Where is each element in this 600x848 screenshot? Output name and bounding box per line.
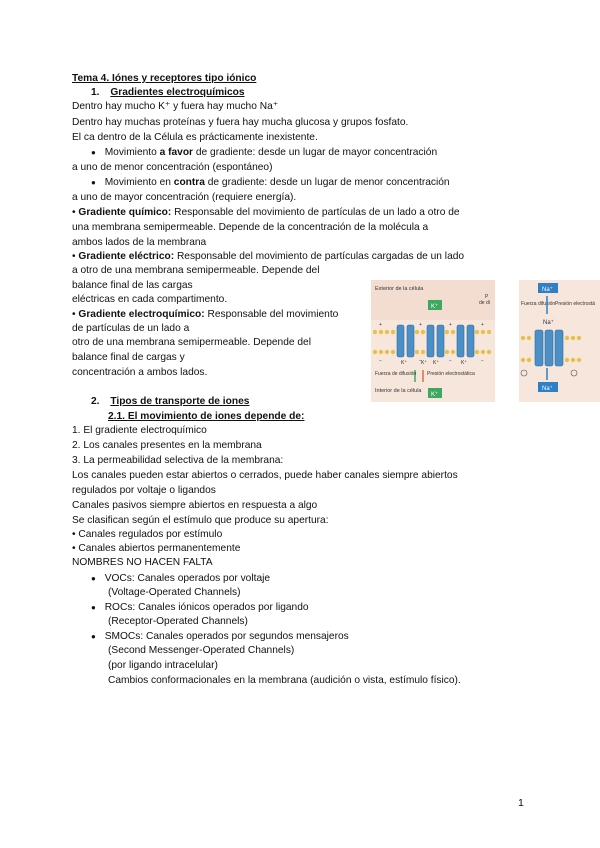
section-1-title: Gradientes electroquímicos [110, 87, 245, 98]
text-line: regulados por voltaje o ligandos [72, 485, 216, 496]
term-bold: Gradiente electroquímico: [78, 309, 205, 320]
text-line: (Voltage-Operated Channels) [108, 587, 241, 598]
text-line: balance final de cargas y [72, 352, 185, 363]
section-2-heading [91, 395, 249, 408]
label-interior: Interior de la célula [375, 388, 422, 394]
bullet-text-post: de gradiente: desde un lugar de menor concentración [204, 177, 450, 188]
gradient-electric [72, 250, 464, 263]
bullet-item [91, 146, 437, 159]
text-line: • Canales regulados por estímulo [72, 529, 223, 540]
svg-text:+: + [419, 322, 422, 328]
term-text: Responsable del movimiento [204, 309, 339, 320]
label-force-right: Fuerza difusión [521, 301, 556, 307]
page-number: 1 [518, 797, 524, 809]
text-line: ambos lados de la membrana [72, 237, 207, 248]
gradient-chemical [72, 206, 460, 219]
svg-text:+: + [481, 322, 484, 328]
bullet-glyph: ● [91, 148, 96, 157]
na-mid-label: Na⁺ [543, 320, 554, 326]
na-top-label: Na⁺ [542, 287, 553, 293]
svg-text:−: − [481, 358, 484, 364]
bullet-text: SMOCs: Canales operados por segundos mensajeros [104, 631, 349, 642]
text-line: Dentro hay muchas proteínas y fuera hay mucha glucosa y grupos fosfato. [72, 117, 409, 128]
bullet-text-post: de gradiente: desde un lugar de mayor concentración [193, 147, 438, 158]
bullet-text-pre: Movimiento en [104, 177, 174, 188]
na-channel [535, 330, 563, 366]
bullet-item [91, 572, 270, 585]
section-1-heading [91, 86, 245, 99]
bullet-glyph: ● [91, 574, 96, 583]
text-line: NOMBRES NO HACEN FALTA [72, 557, 213, 568]
bullet-item [91, 601, 309, 614]
text-line: a uno de menor concentración (espontáneo) [72, 162, 273, 173]
svg-text:K⁺: K⁺ [401, 360, 407, 366]
svg-text:+: + [449, 322, 452, 328]
bullet-glyph: ● [91, 178, 96, 187]
bullet-glyph: ● [91, 632, 96, 641]
label-pressure: Presión electrostática [427, 371, 475, 377]
svg-text:−: − [449, 358, 452, 364]
svg-text:K⁺: K⁺ [461, 360, 467, 366]
term-text: Responsable del movimiento de partículas de un lado a otro de [171, 207, 460, 218]
section-2-number: 2. [91, 396, 100, 407]
text-line: a otro de una membrana semipermeable. Depende del [72, 265, 320, 276]
text-line: Los canales pueden estar abiertos o cerrados, puede haber canales siempre abiertos [72, 470, 458, 481]
section-1-number: 1. [91, 87, 100, 98]
text-line: Canales pasivos siempre abiertos en respuesta a algo [72, 500, 318, 511]
label-force: Fuerza de difusión [375, 371, 417, 377]
label-exterior: Exterior de la célula [375, 286, 424, 292]
text-line: concentración a ambos lados. [72, 367, 208, 378]
text-line: Cambios conformacionales en la membrana (audición o vista, estímulo físico). [108, 675, 461, 686]
bullet-item [91, 630, 349, 643]
term-bold: Gradiente químico: [78, 207, 172, 218]
text-line: 2. Los canales presentes en la membrana [72, 440, 262, 451]
na-bottom-label: Na⁺ [542, 386, 553, 392]
text-line: a uno de mayor concentración (requiere energía). [72, 192, 297, 203]
square-bullet: • [72, 309, 76, 320]
text-line: otro de una membrana semipermeable. Depende del [72, 337, 311, 348]
svg-text:+: + [379, 322, 382, 328]
bullet-text: ROCs: Canales iónicos operados por ligando [104, 602, 309, 613]
text-line: balance final de las cargas [72, 280, 193, 291]
svg-text:K⁺: K⁺ [433, 360, 439, 366]
svg-text:K⁺: K⁺ [421, 360, 427, 366]
text-line: una membrana semipermeable. Depende de la concentración de la molécula a [72, 222, 429, 233]
sodium-channel-figure [519, 280, 600, 402]
text-line: eléctricas en cada compartimento. [72, 294, 228, 305]
text-line: Dentro hay mucho K⁺ y fuera hay mucho Na⁺ [72, 101, 279, 112]
k-ion-top-label: K⁺ [431, 304, 439, 310]
label-edge-de: de di [479, 300, 490, 306]
text-line: 1. El gradiente electroquímico [72, 425, 207, 436]
svg-text:−: − [379, 358, 382, 364]
label-edge-p: P [485, 294, 489, 300]
section-2-title: Tipos de transporte de iones [110, 396, 250, 407]
bullet-glyph: ● [91, 603, 96, 612]
text-line: 3. La permeabilidad selectiva de la membrana: [72, 455, 284, 466]
text-line: (por ligando intracelular) [108, 660, 218, 671]
svg-text:−: − [419, 358, 422, 364]
bullet-text-pre: Movimiento [104, 147, 160, 158]
text-line: de partículas de un lado a [72, 323, 190, 334]
text-line: El ca dentro de la Célula es prácticamente inexistente. [72, 132, 318, 143]
square-bullet: • [72, 207, 76, 218]
k-ion-bottom-label: K⁺ [431, 392, 439, 398]
potassium-membrane-figure [371, 280, 495, 402]
square-bullet: • [72, 251, 76, 262]
term-text: Responsable del movimiento de partículas cargadas de un lado [174, 251, 465, 262]
page-title: Tema 4. Iónes y receptores tipo iónico [72, 73, 257, 84]
text-line: (Receptor-Operated Channels) [108, 616, 248, 627]
text-line: Se clasifican según el estímulo que produce su apertura: [72, 515, 329, 526]
gradient-electrochemical [72, 308, 338, 321]
text-line: • Canales abiertos permanentemente [72, 543, 241, 554]
label-pressure-right: Presión electrostá [555, 301, 596, 307]
bullet-text-bold: a favor [159, 147, 194, 158]
bullet-text: VOCs: Canales operados por voltaje [104, 573, 271, 584]
subsection-heading: 2.1. El movimiento de iones depende de: [108, 411, 305, 422]
bullet-item [91, 176, 450, 189]
term-bold: Gradiente eléctrico: [78, 251, 175, 262]
text-line: (Second Messenger-Operated Channels) [108, 645, 295, 656]
bullet-text-bold: contra [173, 177, 205, 188]
